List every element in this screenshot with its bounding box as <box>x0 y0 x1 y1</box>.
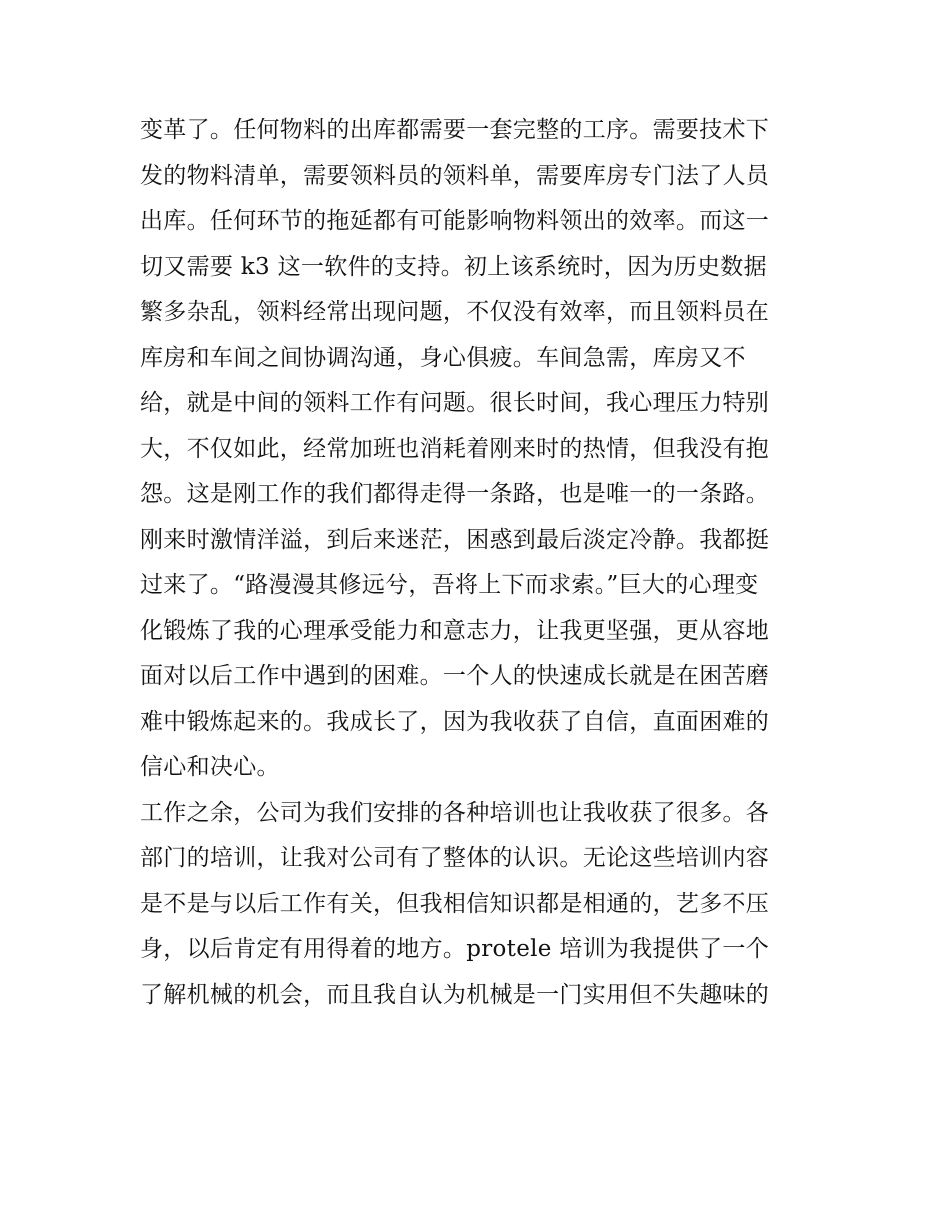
text-line: 部门的培训，让我对公司有了整体的认识。无论这些培训内容 <box>140 845 770 871</box>
text-line: 繁多杂乱，领料经常出现问题，不仅没有效率，而且领料员在 <box>140 299 770 325</box>
text-line: 切又需要 k3 这一软件的支持。初上该系统时，因为历史数据 <box>140 253 767 280</box>
document-body <box>140 108 830 1018</box>
text-line: 发的物料清单，需要领料员的领料单，需要库房专门法了人员 <box>140 162 770 189</box>
text-line: 信心和决心。 <box>140 754 280 780</box>
text-line: 变革了。任何物料的出库都需要一套完整的工序。需要技术下 <box>140 117 770 143</box>
text-line: 怨。这是刚工作的我们都得走得一条路，也是唯一的一条路。 <box>140 481 770 507</box>
text-line: 了解机械的机会，而且我自认为机械是一门实用但不失趣味的 <box>140 981 770 1008</box>
text-line: 难中锻炼起来的。我成长了，因为我收获了自信，直面困难的 <box>140 708 770 735</box>
text-line: 出库。任何环节的拖延都有可能影响物料领出的效率。而这一 <box>140 208 770 234</box>
text-line: 库房和车间之间协调沟通，身心俱疲。车间急需，库房又不 <box>140 344 746 371</box>
text-line: 化锻炼了我的心理承受能力和意志力，让我更坚强，更从容地 <box>140 617 770 644</box>
text-line: 过来了。“路漫漫其修远兮，吾将上下而求索。”巨大的心理变 <box>140 572 759 598</box>
text-line: 面对以后工作中遇到的困难。一个人的快速成长就是在困苦磨 <box>140 663 770 689</box>
text-line: 工作之余，公司为我们安排的各种培训也让我收获了很多。各 <box>140 799 770 826</box>
text-line: 刚来时激情洋溢，到后来迷茫，困惑到最后淡定冷静。我都挺 <box>140 526 770 553</box>
text-line: 身，以后肯定有用得着的地方。protele 培训为我提供了一个 <box>140 936 769 962</box>
text-line: 给，就是中间的领料工作有问题。很长时间，我心理压力特别 <box>140 390 770 416</box>
text-line: 大，不仅如此，经常加班也消耗着刚来时的热情，但我没有抱 <box>140 435 770 462</box>
text-line: 是不是与以后工作有关，但我相信知识都是相通的，艺多不压 <box>140 890 770 917</box>
